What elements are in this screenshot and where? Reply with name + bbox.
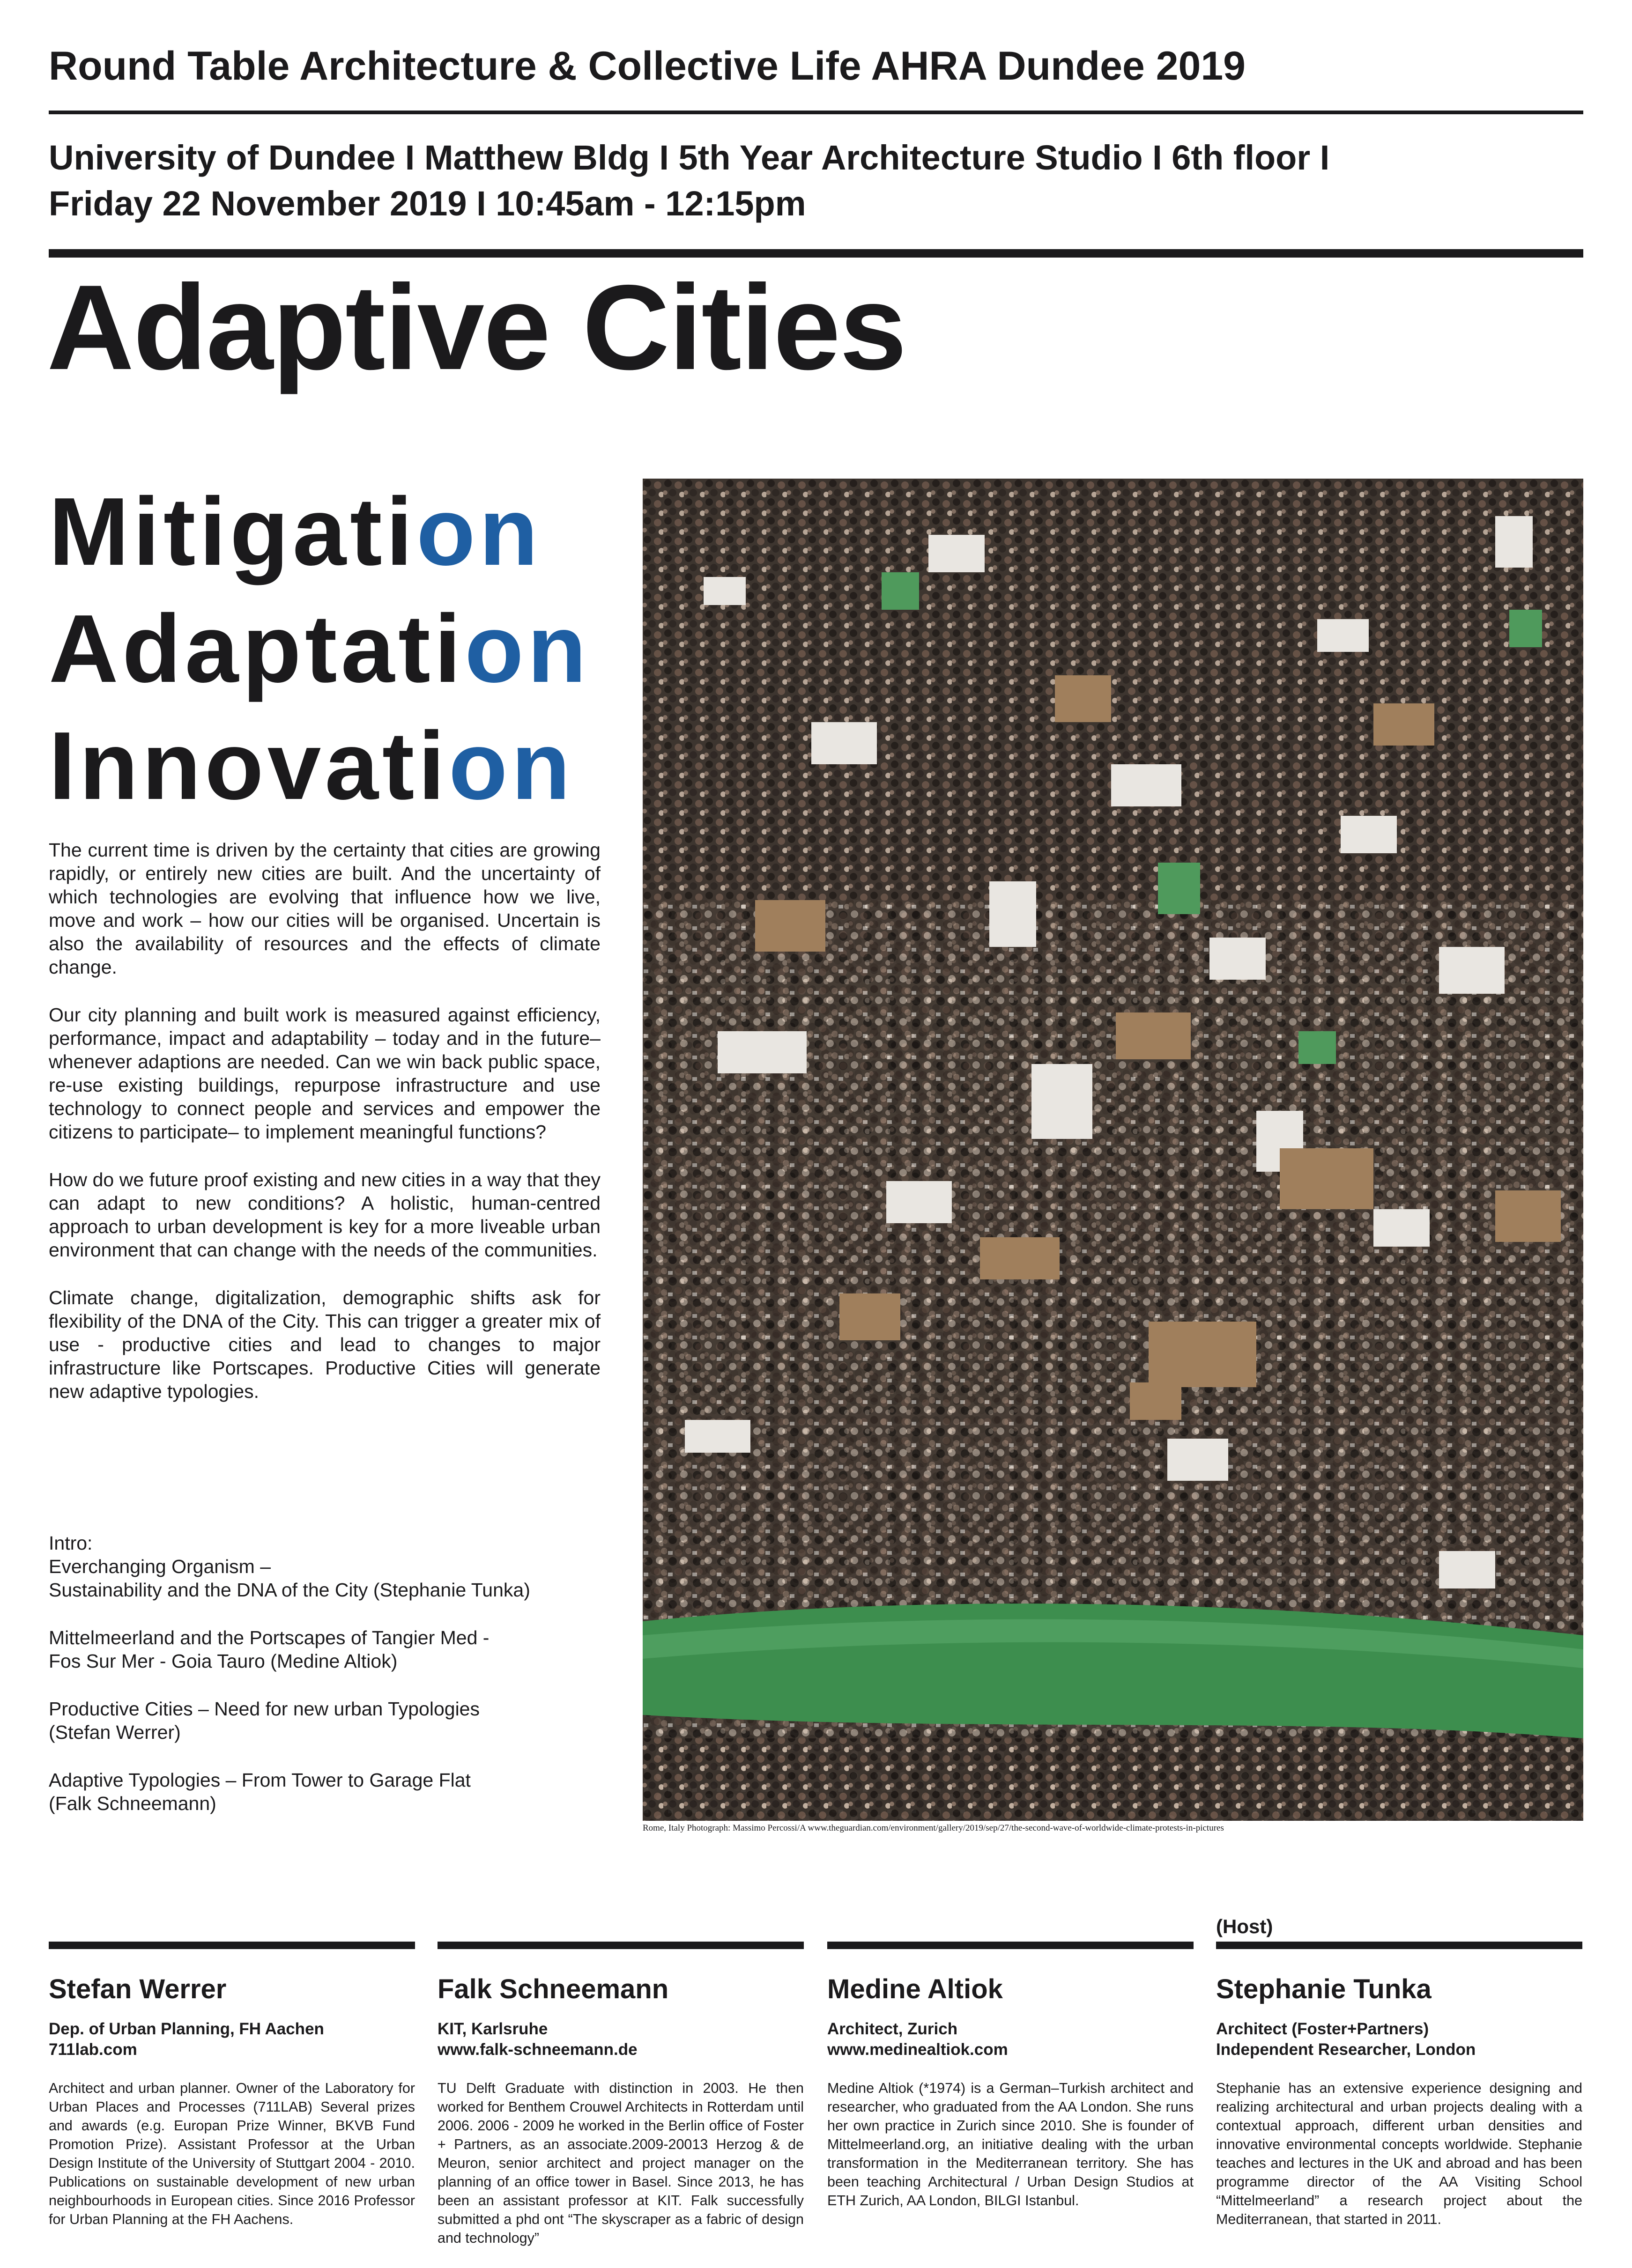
theme-adaptation: Adaptation (49, 595, 590, 702)
speaker-stephanie-tunka (1216, 1942, 1582, 2229)
speaker-divider (438, 1942, 804, 1949)
speaker-bio: Medine Altiok (*1974) is a German–Turkish architect and researcher, who graduated from the AA London. She runs her own practice in Zurich since 2010. She is founder of Mittelmeerland.org, an initiative dealing with the urban transformation in the Mediterranean territory. She has been teaching Architectural / Urban Design Studios at ETH Zurich, AA London, BILGI Istanbul. (827, 2080, 1194, 2209)
program-list (49, 1531, 601, 1840)
speaker-name: Falk Schneemann (438, 1974, 669, 2004)
speaker-divider (49, 1942, 415, 1949)
venue-line-1: University of Dundee I Matthew Bldg I 5th Year Architecture Studio I 6th floor I (49, 138, 1330, 177)
venue-info (49, 135, 1329, 227)
speaker-affiliation: KIT, Karlsruhe www.falk-schneemann.de (438, 2020, 638, 2059)
speaker-bio: Architect and urban planner. Owner of the Laboratory for Urban Places and Processes (711LAB) Several prizes and awards (e.g. Europan Prize Winner, BKVB Fund Promotion Prize). Assistant Professor at the Urban Design Institute of the University of Stuttgart 2004 - 2010. Publications on sustainable development of new urban neighbourhoods in European cities. Since 2016 Professor for Urban Planning at the FH Aachens. (49, 2080, 415, 2227)
intro-paragraph: Our city planning and built work is measured against efficiency, performance, impact and adaptability – today and in the future– whenever adaptions are needed. Can we win back public space, re-use existing buildings, repurpose infrastructure and use technology to connect people and services and empower the citizens to participate– to implement meaningful functions? (49, 1004, 601, 1143)
speaker-affiliation: Architect (Foster+Partners) Independent Researcher, London (1216, 2020, 1476, 2059)
intro-text (49, 838, 601, 1427)
speaker-stefan-werrer (49, 1942, 415, 2229)
speaker-affiliation: Dep. of Urban Planning, FH Aachen 711lab.com (49, 2020, 324, 2059)
speaker-name: Stefan Werrer (49, 1974, 227, 2004)
venue-divider (49, 249, 1583, 258)
header-divider (49, 111, 1583, 114)
photo-caption: Rome, Italy Photograph: Massimo Percossi/A www.theguardian.com/environment/gallery/2019/sep/27/the-second-wave-of-worldwide-climate-protests-in-pictures (643, 1823, 1224, 1833)
host-label: (Host) (1216, 1915, 1273, 1937)
venue-line-2: Friday 22 November 2019 I 10:45am - 12:15pm (49, 184, 806, 223)
speaker-medine-altiok (827, 1942, 1194, 2210)
program-item: Adaptive Typologies – From Tower to Garage Flat (Falk Schneemann) (49, 1769, 471, 1814)
speaker-name: Medine Altiok (827, 1974, 1003, 2004)
speaker-affiliation: Architect, Zurich www.medinealtiok.com (827, 2020, 1008, 2059)
speaker-falk-schneemann (438, 1942, 804, 2247)
speaker-divider (827, 1942, 1194, 1949)
intro-paragraph: Climate change, digitalization, demographic shifts ask for flexibility of the DNA of the City. This can trigger a greater mix of use - productive cities and lead to changes to major infrastructure like Portscapes. Productive Cities will generate new adaptive typologies. (49, 1287, 601, 1402)
themes-list (49, 473, 590, 824)
intro-paragraph: The current time is driven by the certainty that cities are growing rapidly, or entirely new cities are built. And the uncertainty of which technologies are evolving that influence how we live, move and work – how our cities will be organised. Uncertain is also the availability of resources and the effects of climate change. (49, 839, 601, 978)
theme-mitigation: Mitigation (49, 478, 542, 585)
speaker-divider (1216, 1942, 1582, 1949)
speaker-name: Stephanie Tunka (1216, 1974, 1432, 2004)
speaker-bio: TU Delft Graduate with distinction in 2003. He then worked for Benthem Crouwel Architects in Rotterdam until 2006. 2006 - 2009 he worked in the Berlin office of Foster + Partners, as an associate.2009-20013 Herzog & de Meuron, senior architect and project manager on the planning of an office tower in Basel. Since 2013, he has been an assistant professor at KIT. Falk successfully submitted a phd ont “The skyscraper as a fabric of design and technology” (438, 2080, 804, 2246)
intro-paragraph: How do we future proof existing and new cities in a way that they can adapt to new conditions? A holistic, human-centred approach to urban development is key for a more liveable urban environment that can change with the needs of the communities. (49, 1169, 601, 1261)
page-title: Adaptive Cities (47, 259, 906, 395)
program-item: Mittelmeerland and the Portscapes of Tangier Med - Fos Sur Mer - Goia Tauro (Medine Altiok) (49, 1627, 490, 1672)
theme-innovation: Innovation (49, 712, 574, 820)
program-item: Productive Cities – Need for new urban Typologies (Stefan Werrer) (49, 1698, 480, 1743)
program-item: Intro: Everchanging Organism – Sustainability and the DNA of the City (Stephanie Tunka) (49, 1532, 530, 1601)
event-title: Round Table Architecture & Collective Life AHRA Dundee 2019 (49, 44, 1246, 89)
speaker-bio: Stephanie has an extensive experience designing and realizing architectural and urban projects dealing with a contextual approach, different urban densities and innovative environmental concepts worldwide. Stephanie teaches and lectures in the UK and abroad and has been programme director of the AA Visiting School “Mittelmeerland” a research project about the Mediterranean, that started in 2011. (1216, 2080, 1582, 2227)
crowd-photo (643, 479, 1583, 1821)
